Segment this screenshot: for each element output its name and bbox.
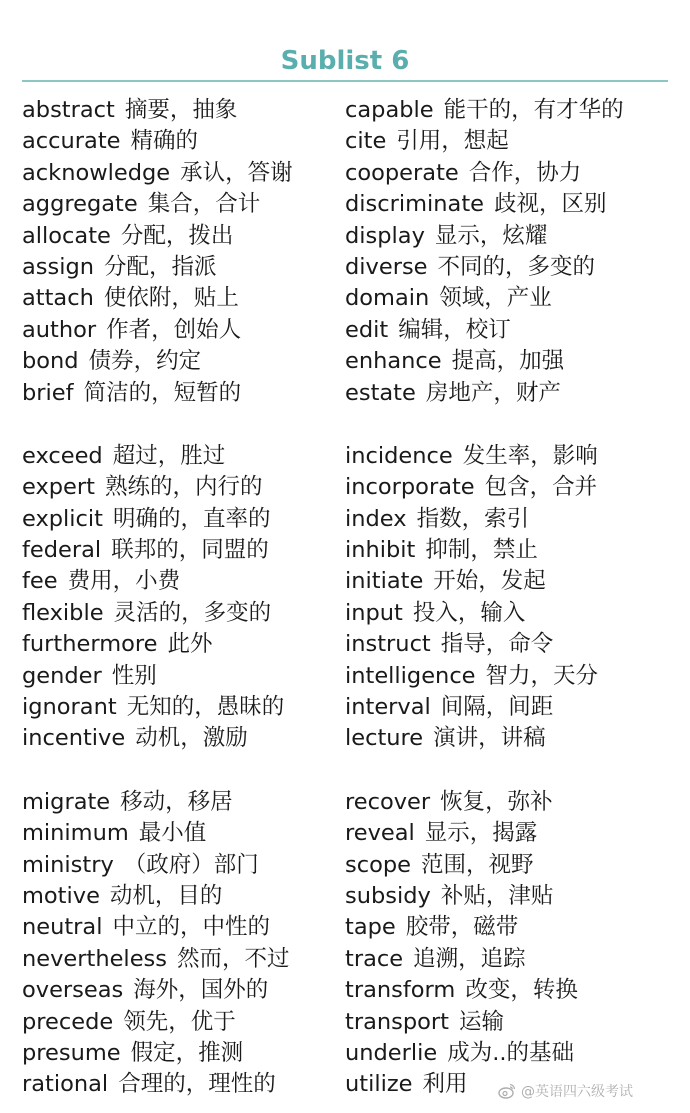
- vocab-term: incentive: [22, 725, 126, 752]
- vocab-entry: [345, 944, 675, 975]
- vocab-meaning: 使依附，贴上: [103, 285, 239, 312]
- vocab-entry: [345, 1038, 675, 1069]
- vocab-term: domain: [345, 285, 430, 312]
- vocab-entry: [22, 95, 340, 126]
- vocab-meaning: 指数，索引: [416, 505, 530, 532]
- vocab-term: transform: [345, 977, 456, 1004]
- vocab-entry: [345, 912, 675, 943]
- vocab-entry: [22, 346, 340, 377]
- vocab-term: federal: [22, 537, 102, 564]
- vocab-meaning: 集合，合计: [147, 191, 261, 218]
- word-group: [345, 441, 675, 755]
- vocab-entry: [22, 504, 340, 535]
- vocab-meaning: 承认，答谢: [180, 159, 293, 186]
- vocab-meaning: 合作，协力: [468, 159, 582, 186]
- vocab-term: display: [345, 222, 425, 249]
- vocab-meaning: 领先，优于: [123, 1008, 236, 1035]
- vocab-term: bond: [22, 348, 79, 375]
- vocab-term: reveal: [345, 820, 415, 847]
- vocab-term: rational: [22, 1071, 109, 1098]
- vocab-entry: [345, 189, 675, 220]
- vocab-term: assign: [22, 253, 95, 280]
- vocab-meaning: 胶带，磁带: [405, 914, 519, 941]
- vocab-entry: [345, 221, 675, 252]
- vocab-term: accurate: [22, 128, 121, 155]
- vocab-meaning: 投入，输入: [412, 599, 526, 626]
- vocab-entry: [22, 535, 340, 566]
- vocab-term: edit: [345, 316, 389, 343]
- vocab-meaning: 分配，指派: [104, 253, 217, 280]
- vocab-meaning: 演讲，讲稿: [433, 725, 546, 752]
- vocab-term: recover: [345, 788, 431, 815]
- vocab-meaning: 动机，激励: [135, 725, 248, 752]
- vocab-term: expert: [22, 474, 95, 501]
- vocab-term: trace: [345, 945, 404, 972]
- vocab-meaning: 费用，小费: [67, 568, 181, 595]
- vocab-meaning: 显示，揭露: [424, 820, 538, 847]
- vocab-entry: [22, 378, 340, 409]
- vocab-term: index: [345, 505, 407, 532]
- vocab-entry: [345, 252, 675, 283]
- vocab-entry: [22, 315, 340, 346]
- vocab-entry: [22, 566, 340, 597]
- vocab-meaning: （政府）部门: [123, 851, 259, 878]
- vocab-meaning: 最小值: [138, 820, 207, 847]
- vocab-term: transport: [345, 1008, 449, 1035]
- vocab-meaning: 领域，产业: [439, 285, 552, 312]
- vocab-term: input: [345, 599, 403, 626]
- vocab-entry: [22, 661, 340, 692]
- vocab-term: overseas: [22, 977, 124, 1004]
- word-group: [22, 95, 340, 409]
- vocab-entry: [345, 472, 675, 503]
- vocab-entry: [345, 1007, 675, 1038]
- word-group: [345, 787, 675, 1101]
- vocab-term: lecture: [345, 725, 424, 752]
- vocab-meaning: 超过，胜过: [112, 442, 226, 469]
- vocab-entry: [22, 912, 340, 943]
- vocab-meaning: 性别: [111, 662, 157, 689]
- vocab-entry: [22, 189, 340, 220]
- vocab-entry: [345, 818, 675, 849]
- vocab-meaning: 编辑，校订: [398, 316, 511, 343]
- vocab-meaning: 明确的，直率的: [113, 505, 271, 532]
- vocab-term: aggregate: [22, 191, 138, 218]
- vocab-meaning: 补贴，津贴: [440, 882, 554, 909]
- vocab-term: scope: [345, 851, 411, 878]
- title-divider: [22, 80, 668, 82]
- watermark-text: @英语四六级考试: [521, 1084, 633, 1100]
- vocab-term: brief: [22, 379, 74, 406]
- vocab-entry: [345, 158, 675, 189]
- vocab-entry: [22, 221, 340, 252]
- vocab-meaning: 此外: [167, 631, 213, 658]
- vocab-term: incidence: [345, 442, 453, 469]
- weibo-icon: [498, 1082, 516, 1100]
- page-title: Sublist 6: [280, 46, 410, 76]
- vocab-meaning: 债券，约定: [88, 348, 202, 375]
- vocab-term: neutral: [22, 914, 103, 941]
- vocab-entry: [22, 692, 340, 723]
- vocab-meaning: 引用，想起: [396, 128, 509, 155]
- vocab-entry: [22, 881, 340, 912]
- vocab-meaning: 能干的，有才华的: [443, 97, 624, 123]
- vocab-term: fee: [22, 568, 58, 595]
- vocab-meaning: 范围，视野: [420, 851, 534, 878]
- vocab-meaning: 简洁的，短暂的: [83, 379, 242, 406]
- vocab-meaning: 移动，移居: [120, 788, 233, 815]
- vocab-term: discriminate: [345, 191, 485, 218]
- vocab-meaning: 不同的，多变的: [437, 253, 596, 280]
- vocab-term: initiate: [345, 568, 424, 595]
- vocab-entry: [345, 975, 675, 1006]
- vocab-entry: [345, 723, 675, 754]
- vocab-meaning: 房地产，财产: [425, 379, 561, 406]
- vocab-entry: [22, 158, 340, 189]
- vocab-term: allocate: [22, 222, 111, 249]
- vocab-term: attach: [22, 285, 94, 312]
- left-column: [22, 95, 340, 1101]
- vocab-entry: [345, 504, 675, 535]
- vocab-term: ignorant: [22, 694, 117, 721]
- word-group: [22, 787, 340, 1101]
- vocab-meaning: 间隔，间距: [440, 694, 554, 721]
- vocab-meaning: 动机，目的: [109, 882, 223, 909]
- vocab-entry: [22, 944, 340, 975]
- vocab-term: estate: [345, 379, 416, 406]
- vocab-entry: [345, 283, 675, 314]
- vocab-meaning: 开始，发起: [433, 568, 546, 595]
- vocab-term: utilize: [345, 1071, 413, 1098]
- vocab-entry: [345, 850, 675, 881]
- vocab-entry: [22, 1007, 340, 1038]
- vocab-entry: [22, 472, 340, 503]
- vocab-term: inhibit: [345, 537, 416, 564]
- vocab-entry: [22, 975, 340, 1006]
- vocab-entry: [345, 95, 675, 126]
- vocab-term: exceed: [22, 442, 103, 469]
- vocab-entry: [22, 1069, 340, 1100]
- vocab-term: ministry: [22, 851, 114, 878]
- vocab-term: acknowledge: [22, 159, 171, 186]
- vocab-entry: [22, 283, 340, 314]
- vocab-term: precede: [22, 1008, 114, 1035]
- vocab-term: presume: [22, 1039, 121, 1066]
- vocab-term: abstract: [22, 97, 115, 123]
- vocab-meaning: 摘要，抽象: [124, 97, 238, 123]
- vocab-meaning: 联邦的，同盟的: [111, 537, 269, 564]
- vocab-meaning: 作者，创始人: [106, 316, 242, 343]
- vocab-term: interval: [345, 694, 431, 721]
- vocab-meaning: 精确的: [130, 128, 199, 155]
- vocab-meaning: 发生率，影响: [462, 442, 598, 469]
- vocab-meaning: 成为..的基础: [447, 1039, 575, 1066]
- vocab-entry: [22, 787, 340, 818]
- vocab-entry: [345, 598, 675, 629]
- vocab-meaning: 分配，拨出: [120, 222, 234, 249]
- vocab-entry: [22, 818, 340, 849]
- vocab-entry: [22, 723, 340, 754]
- vocab-entry: [22, 441, 340, 472]
- vocab-entry: [22, 629, 340, 660]
- vocab-entry: [345, 126, 675, 157]
- vocab-entry: [22, 850, 340, 881]
- vocab-meaning: 假定，推测: [130, 1039, 244, 1066]
- vocab-term: diverse: [345, 253, 428, 280]
- vocab-term: cooperate: [345, 159, 459, 186]
- vocab-term: author: [22, 316, 97, 343]
- vocab-entry: [345, 692, 675, 723]
- word-group: [345, 95, 675, 409]
- vocab-term: gender: [22, 662, 102, 689]
- vocab-term: capable: [345, 97, 434, 123]
- vocab-entry: [345, 661, 675, 692]
- vocab-entry: [345, 441, 675, 472]
- vocab-meaning: 抑制，禁止: [425, 537, 538, 564]
- vocab-meaning: 歧视，区别: [494, 191, 607, 218]
- right-column: [345, 95, 675, 1101]
- vocab-meaning: 中立的，中性的: [112, 914, 270, 941]
- vocab-entry: [345, 787, 675, 818]
- vocab-meaning: 熟练的，内行的: [104, 474, 263, 501]
- vocab-term: subsidy: [345, 882, 431, 909]
- vocab-entry: [345, 629, 675, 660]
- vocab-term: minimum: [22, 820, 129, 847]
- vocab-meaning: 显示，炫耀: [434, 222, 548, 249]
- vocab-meaning: 灵活的，多变的: [113, 599, 272, 626]
- vocab-entry: [22, 598, 340, 629]
- vocab-term: cite: [345, 128, 387, 155]
- vocab-meaning: 提高，加强: [451, 348, 565, 375]
- vocab-term: flexible: [22, 599, 104, 626]
- vocab-meaning: 运输: [458, 1008, 504, 1035]
- vocab-meaning: 无知的，愚昧的: [126, 694, 285, 721]
- vocab-meaning: 包含，合并: [484, 474, 598, 501]
- vocab-term: incorporate: [345, 474, 475, 501]
- vocab-term: instruct: [345, 631, 431, 658]
- vocab-entry: [345, 566, 675, 597]
- vocab-meaning: 利用: [422, 1071, 468, 1098]
- vocab-entry: [22, 126, 340, 157]
- vocab-entry: [345, 346, 675, 377]
- vocab-entry: [345, 378, 675, 409]
- vocab-meaning: 合理的，理性的: [118, 1071, 276, 1098]
- vocab-meaning: 然而，不过: [176, 945, 290, 972]
- vocab-meaning: 追溯，追踪: [413, 945, 526, 972]
- vocab-term: migrate: [22, 788, 111, 815]
- vocab-meaning: 恢复，弥补: [440, 788, 553, 815]
- watermark: [498, 1079, 633, 1103]
- vocab-term: intelligence: [345, 662, 476, 689]
- word-group: [22, 441, 340, 755]
- vocab-term: underlie: [345, 1039, 438, 1066]
- vocab-entry: [22, 1038, 340, 1069]
- vocab-entry: [345, 881, 675, 912]
- vocab-meaning: 智力，天分: [485, 662, 599, 689]
- vocab-term: enhance: [345, 348, 442, 375]
- vocab-meaning: 海外，国外的: [133, 977, 269, 1004]
- vocab-term: motive: [22, 882, 100, 909]
- vocab-meaning: 指导，命令: [440, 631, 554, 658]
- vocab-term: tape: [345, 914, 396, 941]
- vocab-term: furthermore: [22, 631, 158, 658]
- vocab-entry: [345, 315, 675, 346]
- vocab-meaning: 改变，转换: [465, 977, 578, 1004]
- vocab-term: nevertheless: [22, 945, 167, 972]
- vocab-entry: [22, 252, 340, 283]
- vocab-entry: [345, 535, 675, 566]
- vocab-term: explicit: [22, 505, 103, 532]
